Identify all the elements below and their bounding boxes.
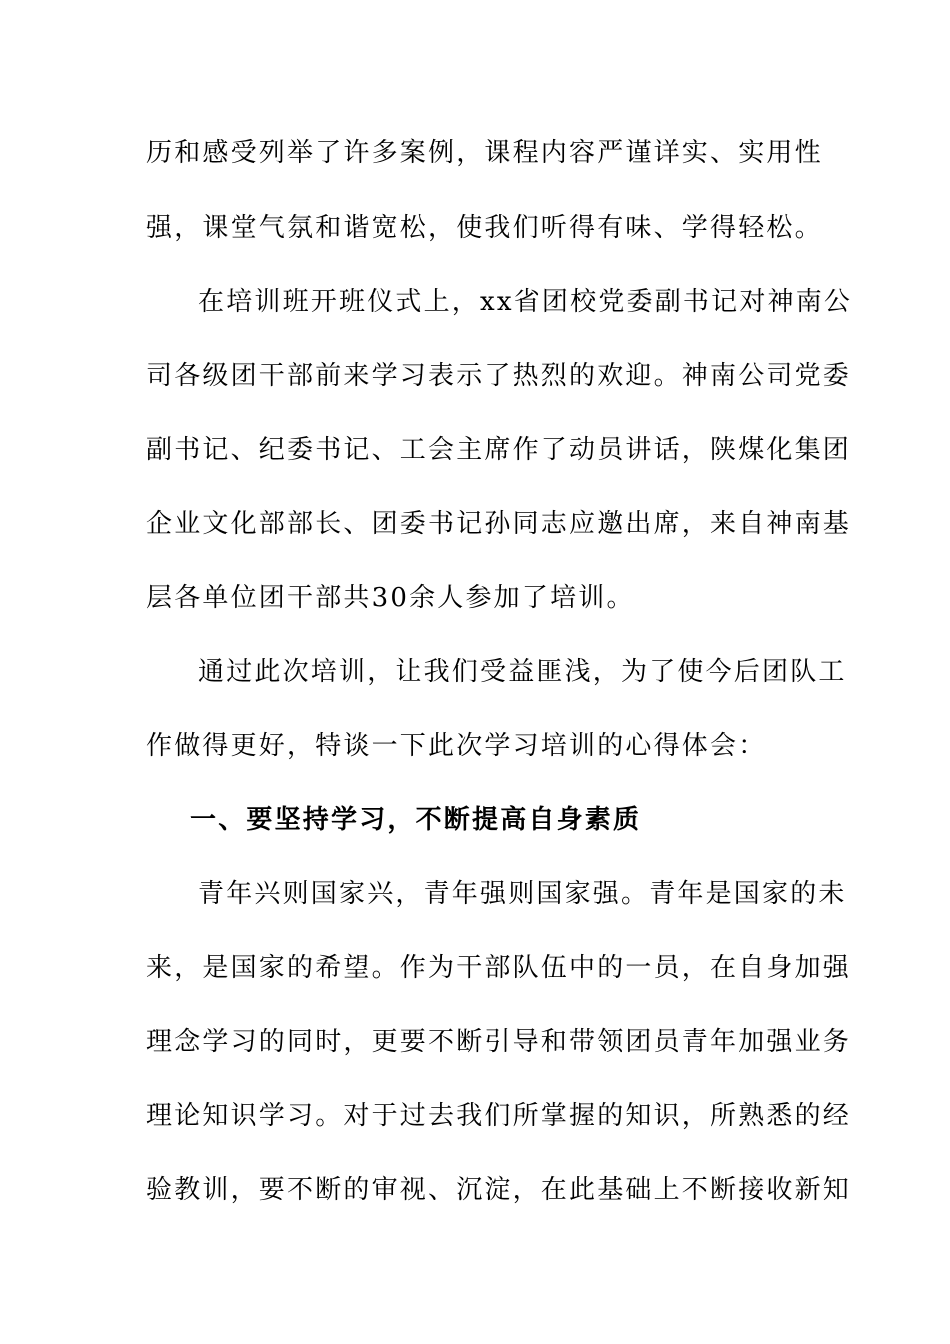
paragraph-line: 青年兴则国家兴，青年强则国家强。青年是国家的未 [198,879,847,909]
paragraph-line: 作做得更好，特谈一下此次学习培训的心得体会： [146,731,767,761]
paragraph-line: 来，是国家的希望。作为干部队伍中的一员，在自身加强 [146,953,852,983]
section-heading: 一、要坚持学习，不断提高自身素质 [190,805,642,835]
paragraph-line: 司各级团干部前来学习表示了热烈的欢迎。神南公司党委 [146,361,852,391]
paragraph-line: 理念学习的同时，更要不断引导和带领团员青年加强业务 [146,1027,852,1057]
paragraph-line: 通过此次培训，让我们受益匪浅，为了使今后团队工 [198,657,847,687]
paragraph-line: 理论知识学习。对于过去我们所掌握的知识，所熟悉的经 [146,1101,852,1131]
paragraph-line: 验教训，要不断的审视、沉淀，在此基础上不断接收新知 [146,1175,852,1205]
paragraph-line: 层各单位团干部共30余人参加了培训。 [146,583,635,613]
paragraph-line: 企业文化部部长、团委书记孙同志应邀出席，来自神南基 [146,509,852,539]
paragraph-line: 历和感受列举了许多案例，课程内容严谨详实、实用性 [146,138,823,168]
paragraph-line: 副书记、纪委书记、工会主席作了动员讲话，陕煤化集团 [146,435,852,465]
paragraph-line: 在培训班开班仪式上，xx省团校党委副书记对神南公 [198,287,853,317]
paragraph-line: 强，课堂气氛和谐宽松，使我们听得有味、学得轻松。 [146,213,823,243]
